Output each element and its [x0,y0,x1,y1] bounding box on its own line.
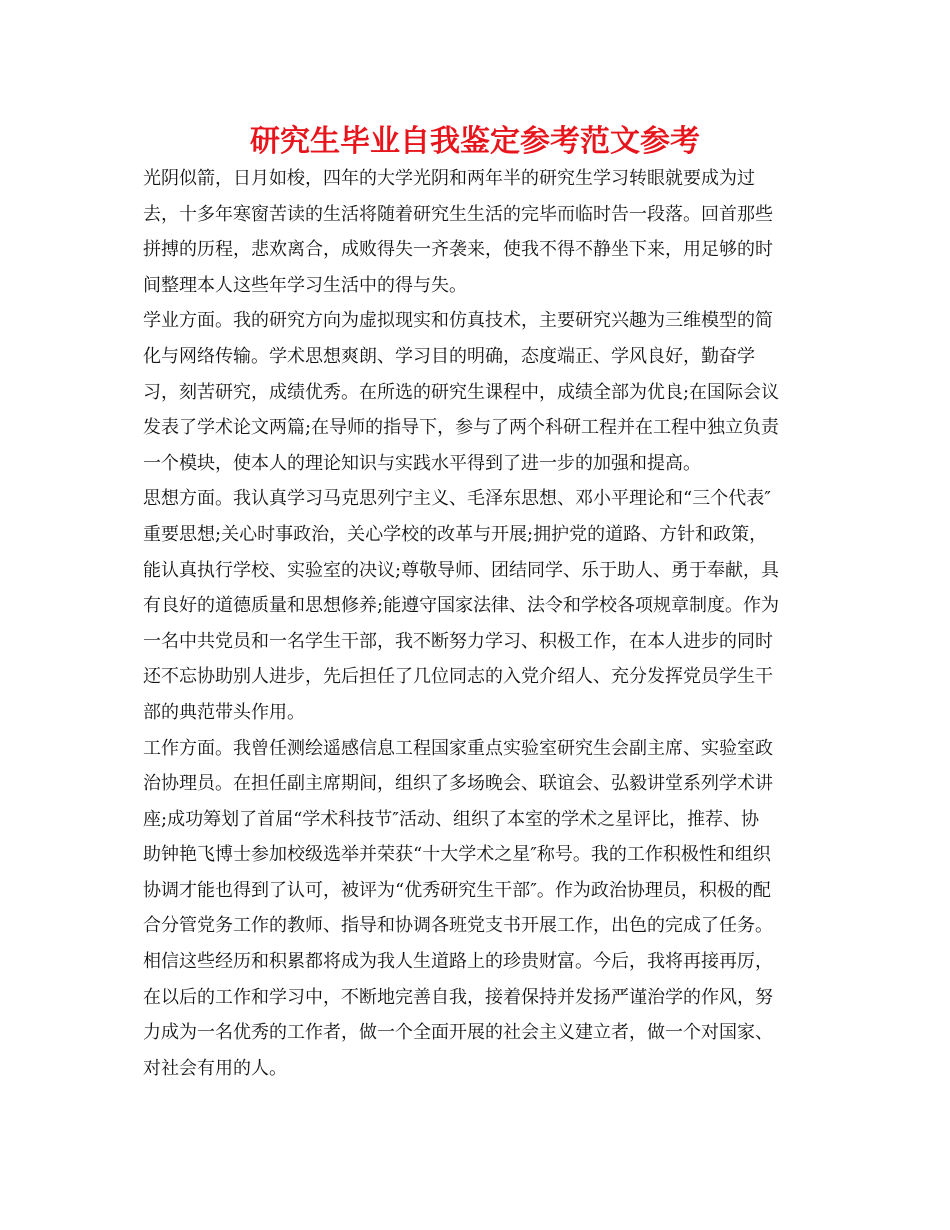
text-line: 在以后的工作和学习中，不断地完善自我，接着保持并发扬严谨治学的作风，努 [143,986,773,1008]
document-body [143,161,811,1086]
text-line: 拼搏的历程，悲欢离合，成败得失一齐袭来，使我不得不静坐下来，用足够的时 [143,239,773,261]
text-line: 一名中共党员和一名学生干部，我不断努力学习、积极工作，在本人进步的同时 [143,630,773,652]
text-line: 工作方面。我曾任测绘遥感信息工程国家重点实验室研究生会副主席、实验室政 [143,737,773,759]
text-line: 化与网络传输。学术思想爽朗、学习目的明确，态度端正、学风良好，勤奋学 [143,345,755,367]
page-title: 研究生毕业自我鉴定参考范文参考 [250,124,700,159]
text-line: 重要思想;关心时事政治，关心学校的改革与开展;拥护党的道路、方针和政策， [143,523,768,545]
text-line: 合分管党务工作的教师、指导和协调各班党支书开展工作，出色的完成了任务。 [143,915,773,937]
text-line: 还不忘协助别人进步，先后担任了几位同志的入党介绍人、充分发挥党员学生干 [143,666,773,688]
text-line: 一个模块，使本人的理论知识与实践水平得到了进一步的加强和提高。 [143,452,701,474]
text-line: 能认真执行学校、实验室的决议;尊敬导师、团结同学、乐于助人、勇于奉献，具 [143,559,780,581]
text-line: 学业方面。我的研究方向为虚拟现实和仿真技术，主要研究兴趣为三维模型的简 [143,310,773,332]
text-line: 发表了学术论文两篇;在导师的指导下，参与了两个科研工程并在工程中独立负责 [143,417,780,439]
text-line: 思想方面。我认真学习马克思列宁主义、毛泽东思想、邓小平理论和“三个代表″ [143,488,771,510]
text-line: 力成为一名优秀的工作者，做一个全面开展的社会主义建立者，做一个对国家、 [143,1022,773,1044]
text-line: 习，刻苦研究，成绩优秀。在所选的研究生课程中，成绩全部为优良;在国际会议 [143,381,780,403]
text-line: 光阴似箭，日月如梭，四年的大学光阴和两年半的研究生学习转眼就要成为过 [143,168,755,189]
text-line: 间整理本人这些年学习生活中的得与失。 [143,274,467,296]
text-line: 部的典范带头作用。 [143,701,305,723]
text-line: 助钟艳飞博士参加校级选举并荣获“十大学术之星″称号。我的工作积极性和组织 [143,844,771,866]
text-line: 治协理员。在担任副主席期间，组织了多场晚会、联谊会、弘毅讲堂系列学术讲 [143,773,773,795]
text-line: 相信这些经历和积累都将成为我人生道路上的珍贵财富。今后，我将再接再厉， [143,951,773,973]
text-line: 去，十多年寒窗苦读的生活将随着研究生生活的完毕而临时告一段落。回首那些 [143,203,773,225]
text-line: 座;成功筹划了首届“学术科技节″活动、组织了本室的学术之星评比，推荐、协 [143,808,759,830]
text-line: 协调才能也得到了认可，被评为“优秀研究生干部″。作为政治协理员，积极的配 [143,879,771,901]
text-line: 对社会有用的人。 [143,1057,287,1079]
text-line: 有良好的道德质量和思想修养;能遵守国家法律、法令和学校各项规章制度。作为 [143,595,780,617]
